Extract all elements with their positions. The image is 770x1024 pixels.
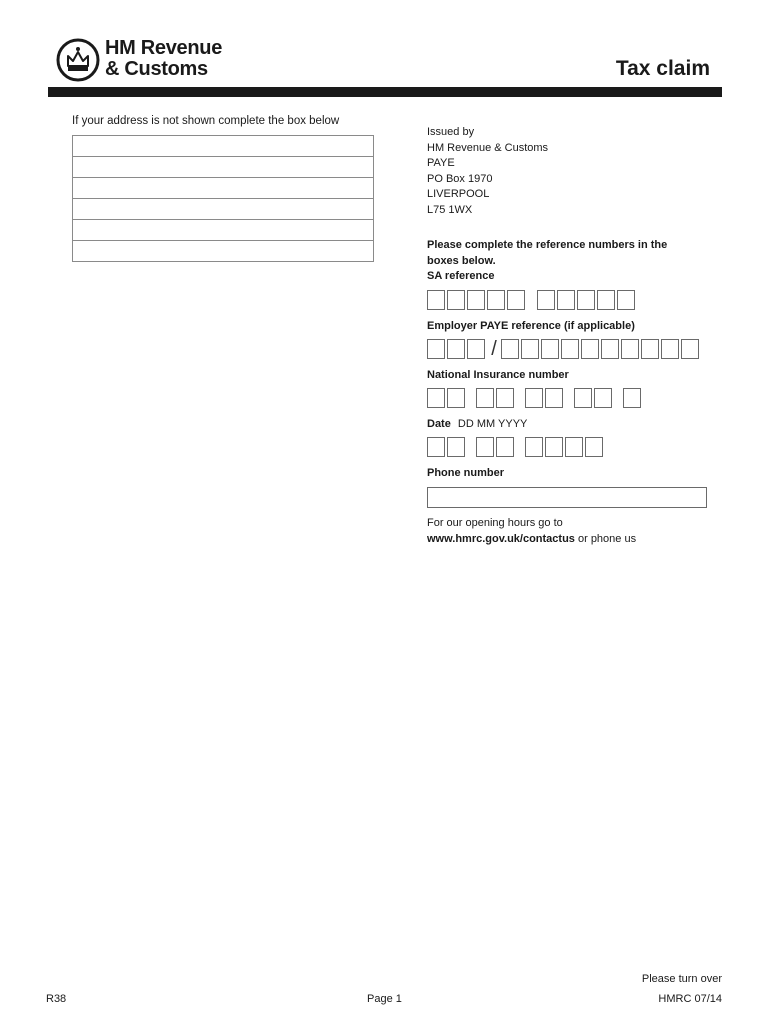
- date-label-text: Date: [427, 418, 451, 430]
- ni-number-field: [427, 388, 643, 408]
- page-title: Tax claim: [615, 57, 710, 80]
- instruction-line-2: boxes below.: [427, 254, 496, 267]
- issuer-line: LIVERPOOL: [427, 188, 490, 200]
- address-line-3[interactable]: [72, 178, 374, 199]
- ni-char-box[interactable]: [427, 388, 445, 408]
- paye-digit-box[interactable]: [561, 339, 579, 359]
- header-rule: [48, 87, 722, 97]
- sa-digit-box[interactable]: [577, 290, 595, 310]
- paye-digit-box[interactable]: [621, 339, 639, 359]
- address-box: [72, 135, 374, 262]
- ni-char-box[interactable]: [623, 388, 641, 408]
- paye-separator: /: [491, 338, 497, 360]
- contact-url-link[interactable]: www.hmrc.gov.uk/contactus: [427, 532, 575, 545]
- phone-input[interactable]: [427, 487, 707, 508]
- sa-digit-box[interactable]: [487, 290, 505, 310]
- date-month-box[interactable]: [496, 437, 514, 457]
- instruction-line-1: Please complete the reference numbers in the: [427, 239, 668, 251]
- ni-char-box[interactable]: [525, 388, 543, 408]
- date-month-box[interactable]: [476, 437, 494, 457]
- paye-digit-box[interactable]: [581, 339, 599, 359]
- crest-logo-icon: [56, 38, 100, 82]
- sa-digit-box[interactable]: [507, 290, 525, 310]
- form-code: R38: [46, 993, 67, 1005]
- sa-digit-box[interactable]: [617, 290, 635, 310]
- address-line-1[interactable]: [72, 135, 374, 157]
- reference-instructions: [427, 238, 667, 285]
- sa-digit-box[interactable]: [467, 290, 485, 310]
- date-year-box[interactable]: [545, 437, 563, 457]
- paye-reference-field: [427, 339, 701, 359]
- sa-digit-box[interactable]: [557, 290, 575, 310]
- org-name: [105, 38, 222, 80]
- sa-reference-field: [427, 290, 637, 310]
- paye-digit-box[interactable]: [641, 339, 659, 359]
- date-year-box[interactable]: [585, 437, 603, 457]
- org-line-2: & Customs: [105, 58, 208, 80]
- address-line-2[interactable]: [72, 157, 374, 178]
- issuer-line: L75 1WX: [427, 203, 473, 216]
- sa-reference-label: SA reference: [427, 270, 495, 282]
- contact-phone-text: or phone us: [574, 532, 637, 545]
- address-line-6[interactable]: [72, 241, 374, 262]
- opening-hours-text: For our opening hours go to: [427, 517, 563, 529]
- address-line-5[interactable]: [72, 220, 374, 241]
- ni-char-box[interactable]: [447, 388, 465, 408]
- paye-reference-label: Employer PAYE reference (if applicable): [427, 320, 635, 332]
- date-day-box[interactable]: [427, 437, 445, 457]
- ni-char-box[interactable]: [574, 388, 592, 408]
- issued-by-heading: Issued by: [427, 126, 475, 138]
- ni-char-box[interactable]: [545, 388, 563, 408]
- issuer-line: PAYE: [427, 157, 455, 169]
- paye-digit-box[interactable]: [521, 339, 539, 359]
- ni-char-box[interactable]: [594, 388, 612, 408]
- turn-over-note: Please turn over: [641, 973, 722, 985]
- date-day-box[interactable]: [447, 437, 465, 457]
- sa-digit-box[interactable]: [597, 290, 615, 310]
- sa-digit-box[interactable]: [537, 290, 555, 310]
- paye-digit-box[interactable]: [467, 339, 485, 359]
- sa-digit-box[interactable]: [427, 290, 445, 310]
- paye-digit-box[interactable]: [601, 339, 619, 359]
- paye-digit-box[interactable]: [501, 339, 519, 359]
- address-label: If your address is not shown complete the box below: [72, 115, 340, 127]
- form-version: HMRC 07/14: [658, 993, 722, 1005]
- paye-digit-box[interactable]: [681, 339, 699, 359]
- contact-info: [427, 516, 636, 547]
- date-year-box[interactable]: [565, 437, 583, 457]
- date-year-box[interactable]: [525, 437, 543, 457]
- paye-digit-box[interactable]: [447, 339, 465, 359]
- date-label: [427, 417, 527, 433]
- date-format-hint: DD MM YYYY: [457, 418, 528, 430]
- address-line-4[interactable]: [72, 199, 374, 220]
- ni-char-box[interactable]: [496, 388, 514, 408]
- phone-label: Phone number: [427, 467, 505, 479]
- issued-by-block: [427, 125, 548, 218]
- issuer-line: HM Revenue & Customs: [427, 141, 549, 154]
- issuer-line: PO Box 1970: [427, 172, 493, 185]
- ni-number-label: National Insurance number: [427, 369, 569, 381]
- paye-digit-box[interactable]: [541, 339, 559, 359]
- page-number: Page 1: [367, 993, 402, 1005]
- sa-digit-box[interactable]: [447, 290, 465, 310]
- org-line-1: HM Revenue: [105, 37, 223, 59]
- paye-digit-box[interactable]: [427, 339, 445, 359]
- paye-digit-box[interactable]: [661, 339, 679, 359]
- ni-char-box[interactable]: [476, 388, 494, 408]
- date-field: [427, 437, 605, 457]
